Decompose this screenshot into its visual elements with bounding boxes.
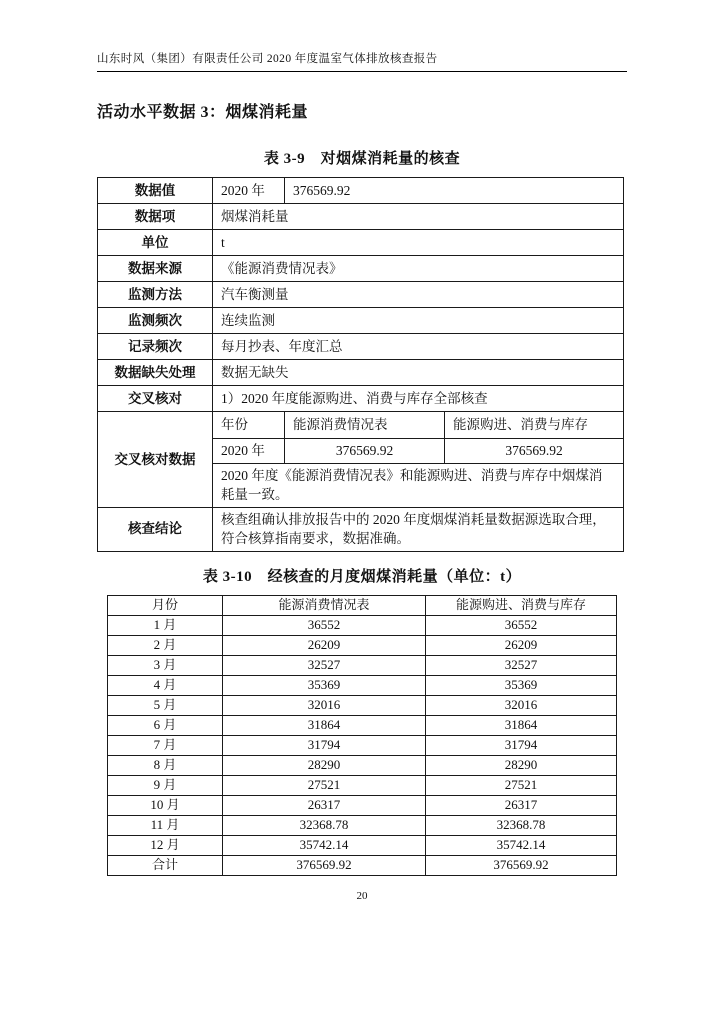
purchase-cell: 376569.92	[426, 855, 617, 875]
table-row	[98, 230, 624, 256]
table-3-10	[107, 595, 617, 876]
month-cell: 合计	[108, 855, 223, 875]
purchase-cell: 26317	[426, 795, 617, 815]
consumption-cell: 26317	[223, 795, 426, 815]
table-row	[108, 755, 617, 775]
month-cell: 7 月	[108, 735, 223, 755]
table-row	[98, 360, 624, 386]
consumption-cell: 26209	[223, 635, 426, 655]
data-item-value: 烟煤消耗量	[213, 204, 624, 230]
missing-data-value: 数据无缺失	[213, 360, 624, 386]
table-row	[108, 655, 617, 675]
cross-check-purchase-value: 376569.92	[445, 439, 624, 464]
consumption-cell: 28290	[223, 755, 426, 775]
table-row	[108, 795, 617, 815]
consumption-cell: 32016	[223, 695, 426, 715]
table-row	[108, 675, 617, 695]
monitoring-method-value: 汽车衡测量	[213, 282, 624, 308]
consumption-cell: 27521	[223, 775, 426, 795]
data-source-value: 《能源消费情况表》	[213, 256, 624, 282]
table-row	[98, 507, 624, 551]
table-3-9-caption: 表 3-9 对烟煤消耗量的核查	[263, 151, 461, 167]
month-cell: 9 月	[108, 775, 223, 795]
month-cell: 10 月	[108, 795, 223, 815]
row-label-recording-frequency: 记录频次	[98, 334, 213, 360]
purchase-cell: 32368.78	[426, 815, 617, 835]
table-row	[98, 256, 624, 282]
cross-check-col-year: 年份	[213, 412, 285, 439]
month-cell: 11 月	[108, 815, 223, 835]
table-row	[108, 855, 617, 875]
cross-check-value: 1）2020 年度能源购进、消费与库存全部核查	[213, 386, 624, 412]
cross-check-year: 2020 年	[213, 439, 285, 464]
month-cell: 12 月	[108, 835, 223, 855]
conclusion-value: 核查组确认排放报告中的 2020 年度烟煤消耗量数据源选取合理，符合核算指南要求，数据准确。	[213, 507, 624, 551]
purchase-cell: 32527	[426, 655, 617, 675]
month-cell: 5 月	[108, 695, 223, 715]
purchase-cell: 27521	[426, 775, 617, 795]
row-label-data-source: 数据来源	[98, 256, 213, 282]
purchase-cell: 28290	[426, 755, 617, 775]
consumption-cell: 32527	[223, 655, 426, 675]
consumption-cell: 376569.92	[223, 855, 426, 875]
consumption-cell: 31864	[223, 715, 426, 735]
consumption-cell: 32368.78	[223, 815, 426, 835]
row-label-cross-check: 交叉核对	[98, 386, 213, 412]
month-cell: 4 月	[108, 675, 223, 695]
monitoring-frequency-value: 连续监测	[213, 308, 624, 334]
consumption-cell: 35742.14	[223, 835, 426, 855]
month-cell: 2 月	[108, 635, 223, 655]
purchase-cell: 31864	[426, 715, 617, 735]
document-header	[97, 0, 627, 72]
col-header-purchase: 能源购进、消费与库存	[426, 595, 617, 615]
table-row	[98, 204, 624, 230]
cross-check-col-purchase: 能源购进、消费与库存	[445, 412, 624, 439]
table-row	[108, 815, 617, 835]
row-label-monitoring-frequency: 监测频次	[98, 308, 213, 334]
row-label-monitoring-method: 监测方法	[98, 282, 213, 308]
col-header-month: 月份	[108, 595, 223, 615]
table-row	[108, 715, 617, 735]
purchase-cell: 35742.14	[426, 835, 617, 855]
table-row	[98, 308, 624, 334]
cross-check-col-consumption: 能源消费情况表	[285, 412, 445, 439]
table-3-9	[97, 177, 624, 552]
consumption-cell: 31794	[223, 735, 426, 755]
table-header-row	[108, 595, 617, 615]
row-label-cross-check-data: 交叉核对数据	[98, 412, 213, 508]
consumption-cell: 36552	[223, 615, 426, 635]
purchase-cell: 35369	[426, 675, 617, 695]
col-header-consumption: 能源消费情况表	[223, 595, 426, 615]
data-value-year: 2020 年	[213, 178, 285, 204]
table-row	[108, 735, 617, 755]
table-row	[108, 615, 617, 635]
month-cell: 6 月	[108, 715, 223, 735]
row-label-missing-data: 数据缺失处理	[98, 360, 213, 386]
page-number: 20	[356, 889, 368, 902]
data-value-amount: 376569.92	[285, 178, 624, 204]
row-label-data-item: 数据项	[98, 204, 213, 230]
table-row	[98, 178, 624, 204]
consumption-cell: 35369	[223, 675, 426, 695]
recording-frequency-value: 每月抄表、年度汇总	[213, 334, 624, 360]
table-row	[108, 835, 617, 855]
table-3-10-caption: 表 3-10 经核查的月度烟煤消耗量（单位：t）	[202, 568, 522, 585]
purchase-cell: 32016	[426, 695, 617, 715]
row-label-conclusion: 核查结论	[98, 507, 213, 551]
row-label-data-value: 数据值	[98, 178, 213, 204]
purchase-cell: 31794	[426, 735, 617, 755]
cross-check-consumption-value: 376569.92	[285, 439, 445, 464]
month-cell: 3 月	[108, 655, 223, 675]
section-title: 活动水平数据 3：烟煤消耗量	[97, 104, 309, 121]
row-label-unit: 单位	[98, 230, 213, 256]
document-page	[97, 0, 627, 902]
table-row	[108, 695, 617, 715]
month-cell: 1 月	[108, 615, 223, 635]
document-header-title: 山东时风（集团）有限责任公司 2020 年度温室气体排放核查报告	[97, 53, 438, 65]
unit-value: t	[213, 230, 624, 256]
purchase-cell: 36552	[426, 615, 617, 635]
table-row	[108, 635, 617, 655]
table-row	[98, 386, 624, 412]
table-row	[98, 334, 624, 360]
purchase-cell: 26209	[426, 635, 617, 655]
table-row	[98, 282, 624, 308]
cross-check-note: 2020 年度《能源消费情况表》和能源购进、消费与库存中烟煤消耗量一致。	[213, 463, 624, 507]
table-row	[98, 412, 624, 439]
table-row	[108, 775, 617, 795]
month-cell: 8 月	[108, 755, 223, 775]
